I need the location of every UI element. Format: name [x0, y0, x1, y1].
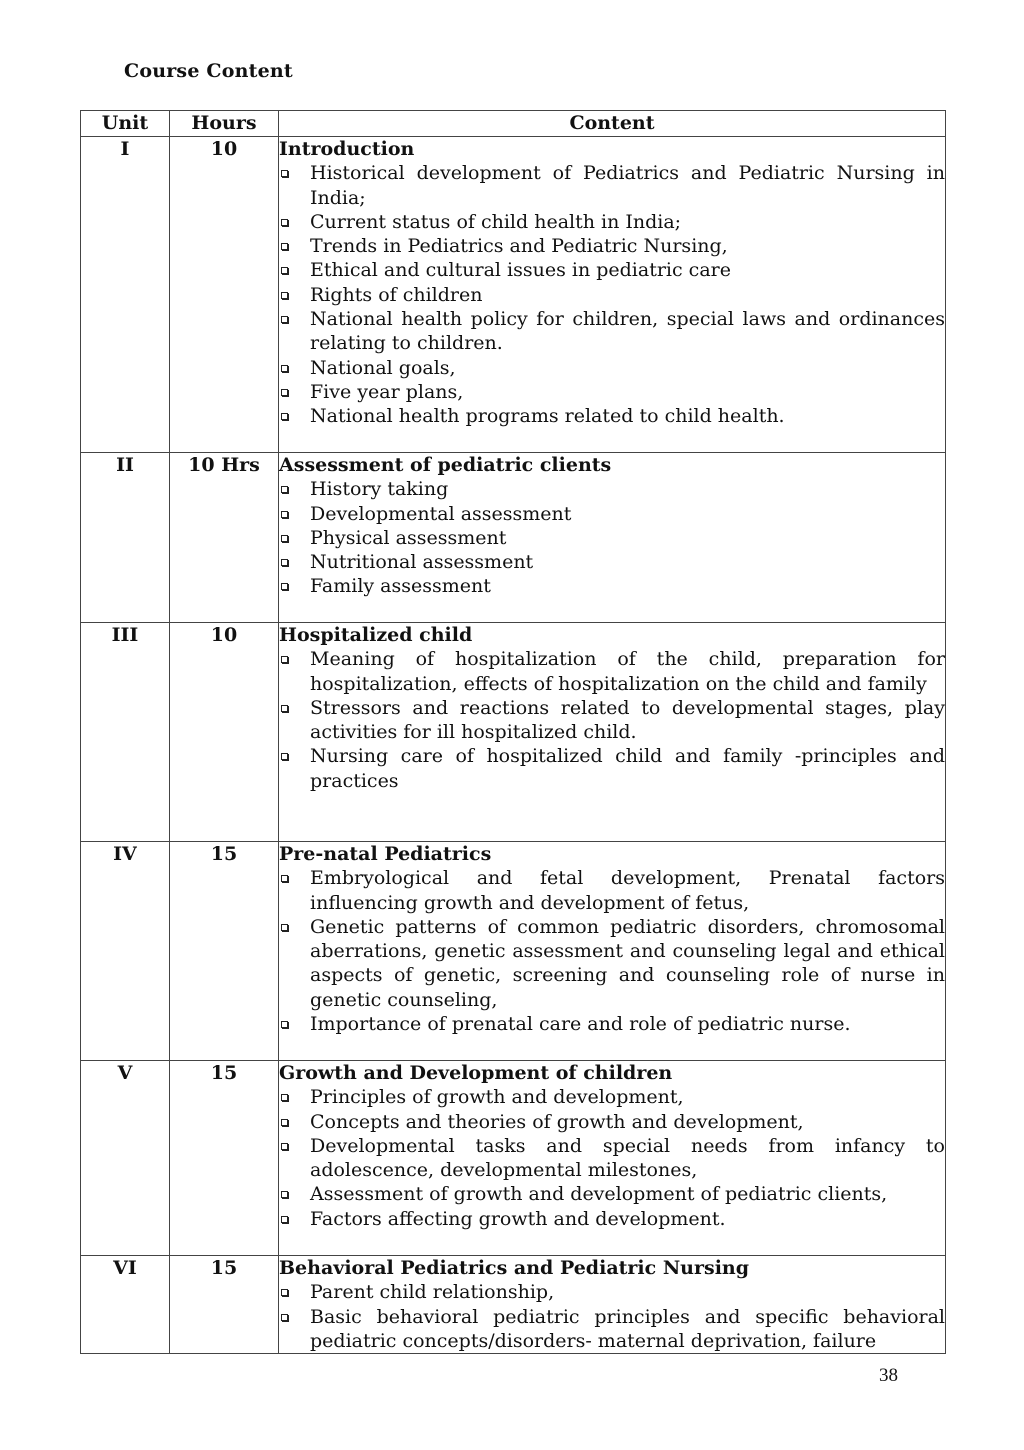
list-item-text: National goals, — [310, 356, 456, 379]
list-item — [279, 502, 945, 526]
list-item-text: Rights of children — [310, 283, 483, 306]
list-item — [279, 647, 945, 696]
list-item — [279, 404, 945, 428]
content-column-header: Content — [279, 111, 946, 137]
unit-title: Assessment of pediatric clients — [279, 454, 612, 476]
table-row — [81, 453, 946, 623]
checkbox-bullet-icon — [281, 1289, 288, 1296]
hours-cell: 15 — [170, 1256, 279, 1354]
list-item — [279, 1134, 945, 1183]
list-item — [279, 1110, 945, 1134]
list-item-text: National health programs related to child health. — [310, 405, 785, 428]
checkbox-bullet-icon — [281, 705, 288, 712]
checkbox-bullet-icon — [281, 1314, 288, 1321]
unit-title: Hospitalized child — [279, 624, 473, 646]
list-item — [279, 1182, 945, 1206]
list-item — [279, 866, 945, 915]
list-item-text: National health policy for children, special laws and ordinances relating to children. — [310, 308, 945, 355]
list-item-text: Embryological and fetal development, Prenatal factors influencing growth and development of fetus, — [310, 867, 945, 914]
list-item — [279, 744, 945, 793]
content-cell — [279, 842, 946, 1061]
checkbox-bullet-icon — [281, 267, 288, 274]
checkbox-bullet-icon — [281, 535, 288, 542]
table-row — [81, 1256, 946, 1354]
list-item-text: Meaning of hospitalization of the child, preparation for hospitalization, effects of hospitalization on the child and family — [310, 648, 945, 695]
hours-column-header: Hours — [170, 111, 279, 137]
unit-title: Pre-natal Pediatrics — [279, 843, 492, 865]
list-item — [279, 1207, 945, 1231]
checkbox-bullet-icon — [281, 1094, 288, 1101]
checkbox-bullet-icon — [281, 219, 288, 226]
content-cell — [279, 1061, 946, 1256]
topic-list — [279, 161, 945, 428]
list-item — [279, 210, 945, 234]
topic-list — [279, 1085, 945, 1231]
list-item — [279, 1012, 945, 1036]
list-item-text: Assessment of growth and development of pediatric clients, — [310, 1183, 888, 1206]
list-item-text: Nutritional assessment — [310, 551, 534, 574]
list-item-text: Concepts and theories of growth and development, — [310, 1110, 804, 1133]
checkbox-bullet-icon — [281, 292, 288, 299]
table-row — [81, 137, 946, 453]
table-row — [81, 623, 946, 842]
unit-title: Behavioral Pediatrics and Pediatric Nursing — [279, 1257, 750, 1279]
checkbox-bullet-icon — [281, 365, 288, 372]
list-item-text: Parent child relationship, — [310, 1281, 555, 1304]
checkbox-bullet-icon — [281, 1191, 288, 1198]
list-item-text: Trends in Pediatrics and Pediatric Nursing, — [310, 235, 728, 258]
hours-cell: 10 Hrs — [170, 453, 279, 623]
list-item-text: Nursing care of hospitalized child and family -principles and practices — [310, 745, 945, 792]
checkbox-bullet-icon — [281, 389, 288, 396]
topic-list — [279, 1280, 945, 1353]
checkbox-bullet-icon — [281, 413, 288, 420]
checkbox-bullet-icon — [281, 1216, 288, 1223]
unit-cell: II — [81, 453, 170, 623]
page-heading: Course Content — [124, 60, 293, 82]
hours-cell: 15 — [170, 1061, 279, 1256]
list-item — [279, 477, 945, 501]
list-item-text: Basic behavioral pediatric principles and specific behavioral pediatric concepts/disorders- maternal deprivation, failure — [310, 1305, 945, 1352]
content-cell — [279, 453, 946, 623]
list-item-text: Genetic patterns of common pediatric disorders, chromosomal aberrations, genetic assessment and counseling legal and ethical aspects of genetic, screening and counseling role of nurse in genetic counseling, — [310, 915, 945, 1011]
checkbox-bullet-icon — [281, 243, 288, 250]
list-item-text: Family assessment — [310, 575, 491, 598]
table-row — [81, 1061, 946, 1256]
list-item-text: Physical assessment — [310, 526, 507, 549]
content-cell — [279, 137, 946, 453]
checkbox-bullet-icon — [281, 656, 288, 663]
checkbox-bullet-icon — [281, 753, 288, 760]
hours-cell: 10 — [170, 623, 279, 842]
checkbox-bullet-icon — [281, 559, 288, 566]
list-item — [279, 526, 945, 550]
table-body — [81, 137, 946, 1354]
checkbox-bullet-icon — [281, 924, 288, 931]
list-item — [279, 380, 945, 404]
hours-cell: 10 — [170, 137, 279, 453]
checkbox-bullet-icon — [281, 1143, 288, 1150]
list-item-text: Importance of prenatal care and role of pediatric nurse. — [310, 1013, 851, 1036]
unit-cell: IV — [81, 842, 170, 1061]
list-item — [279, 696, 945, 745]
list-item — [279, 258, 945, 282]
list-item — [279, 356, 945, 380]
unit-cell: I — [81, 137, 170, 453]
list-item — [279, 161, 945, 210]
unit-cell: VI — [81, 1256, 170, 1354]
unit-cell: III — [81, 623, 170, 842]
list-item-text: Developmental tasks and special needs from infancy to adolescence, developmental milestones, — [310, 1134, 945, 1182]
table-row — [81, 842, 946, 1061]
list-item — [279, 915, 945, 1012]
content-cell — [279, 623, 946, 842]
checkbox-bullet-icon — [281, 316, 288, 323]
checkbox-bullet-icon — [281, 486, 288, 493]
course-content-table — [80, 110, 946, 1354]
content-cell — [279, 1256, 946, 1354]
unit-title: Introduction — [279, 138, 415, 160]
list-item-text: Historical development of Pediatrics and Pediatric Nursing in India; — [310, 162, 945, 209]
list-item-text: Ethical and cultural issues in pediatric care — [310, 259, 731, 282]
list-item-text: Five year plans, — [310, 380, 464, 403]
unit-title: Growth and Development of children — [279, 1062, 673, 1084]
list-item-text: Stressors and reactions related to developmental stages, play activities for ill hospitalized child. — [310, 696, 945, 744]
unit-cell: V — [81, 1061, 170, 1256]
list-item-text: History taking — [310, 478, 449, 501]
checkbox-bullet-icon — [281, 170, 288, 177]
list-item — [279, 283, 945, 307]
list-item-text: Developmental assessment — [310, 502, 572, 525]
list-item — [279, 1085, 945, 1109]
checkbox-bullet-icon — [281, 1021, 288, 1028]
list-item — [279, 1305, 945, 1354]
list-item-text: Current status of child health in India; — [310, 210, 682, 233]
unit-column-header: Unit — [81, 111, 170, 137]
checkbox-bullet-icon — [281, 1119, 288, 1126]
list-item — [279, 574, 945, 598]
checkbox-bullet-icon — [281, 875, 288, 882]
topic-list — [279, 866, 945, 1036]
topic-list — [279, 647, 945, 793]
list-item-text: Principles of growth and development, — [310, 1086, 684, 1109]
hours-cell: 15 — [170, 842, 279, 1061]
list-item — [279, 307, 945, 356]
page-number: 38 — [879, 1365, 898, 1386]
list-item — [279, 550, 945, 574]
topic-list — [279, 477, 945, 598]
list-item — [279, 234, 945, 258]
checkbox-bullet-icon — [281, 583, 288, 590]
list-item — [279, 1280, 945, 1304]
list-item-text: Factors affecting growth and development. — [310, 1207, 726, 1230]
table-header-row — [81, 111, 946, 137]
checkbox-bullet-icon — [281, 511, 288, 518]
